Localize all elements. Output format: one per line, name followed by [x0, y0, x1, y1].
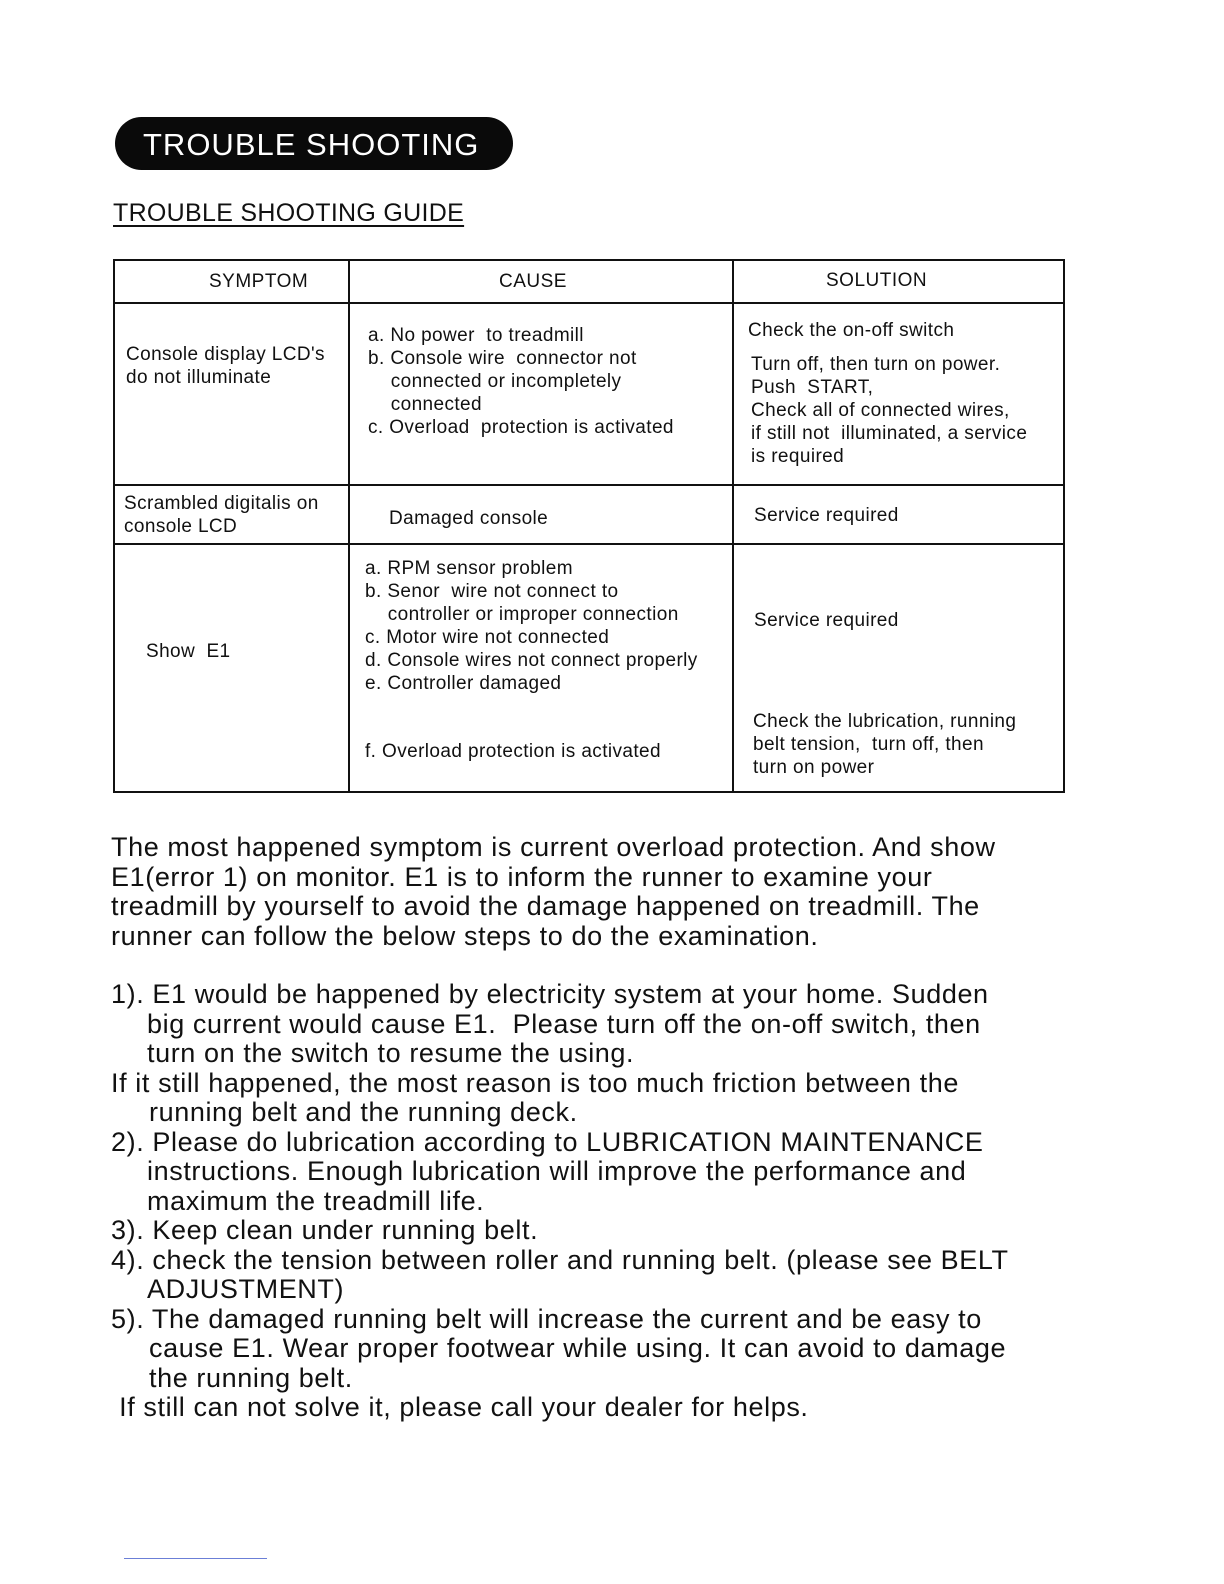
text-line: runner can follow the below steps to do the examination.: [111, 920, 819, 951]
row1-solution-2: Turn off, then turn on power. Push START, Check all of connected wires, if still not illuminated, a service is required: [751, 354, 1028, 467]
step-1-line: turn on the switch to resume the using.: [147, 1038, 635, 1068]
guide-title: TROUBLE SHOOTING GUIDE: [113, 199, 465, 227]
step-2-line: instructions. Enough lubrication will improve the performance and: [147, 1156, 967, 1186]
step-5-line: 5). The damaged running belt will increase the current and be easy to: [111, 1303, 982, 1334]
note-line: If it still happened, the most reason is too much friction between the: [111, 1067, 959, 1098]
column-divider: [732, 261, 734, 791]
intro-paragraph: [111, 833, 1091, 951]
step-4-line: ADJUSTMENT): [147, 1274, 345, 1304]
header-symptom: SYMPTOM: [209, 271, 309, 292]
footer-rule: [124, 1558, 267, 1559]
step-1-line: 1). E1 would be happened by electricity system at your home. Sudden: [111, 979, 989, 1009]
text-line: treadmill by yourself to avoid the damage happened on treadmill. The: [111, 891, 980, 921]
row3-solution-1: Service required: [754, 610, 899, 631]
row1-cause: a. No power to treadmill b. Console wire connector not connected or incompletely connected c. Overload protection is activated: [368, 325, 674, 438]
text-line: E1(error 1) on monitor. E1 is to inform the runner to examine your: [111, 861, 933, 892]
row3-solution-2: Check the lubrication, running belt tension, turn off, then turn on power: [753, 711, 1017, 778]
row3-cause-1: a. RPM sensor problem b. Senor wire not connect to controller or improper connection c. Motor wire not connected d. Console wires not connect properly e. Controller damaged: [365, 558, 698, 694]
step-3-line: 3). Keep clean under running belt.: [111, 1215, 539, 1245]
row1-symptom: Console display LCD's do not illuminate: [126, 344, 325, 388]
closing-line: If still can not solve it, please call your dealer for helps.: [111, 1392, 809, 1422]
row2-cause: Damaged console: [389, 508, 549, 529]
step-1-line: big current would cause E1. Please turn off the on-off switch, then: [147, 1008, 981, 1039]
steps-list: [111, 980, 1091, 1423]
text-line: The most happened symptom is current overload protection. And show: [111, 832, 996, 862]
row2-solution: Service required: [754, 505, 899, 526]
row2-symptom: Scrambled digitalis on console LCD: [124, 493, 319, 537]
troubleshooting-table: [113, 259, 1065, 793]
header-solution: SOLUTION: [826, 270, 928, 291]
note-line: running belt and the running deck.: [149, 1097, 578, 1127]
row1-solution-1: Check the on-off switch: [748, 320, 955, 341]
row-divider: [115, 484, 1063, 486]
step-2-line: 2). Please do lubrication according to LUBRICATION MAINTENANCE: [111, 1126, 984, 1157]
row3-symptom: Show E1: [146, 641, 231, 662]
column-divider: [348, 261, 350, 791]
step-5-line: the running belt.: [149, 1362, 353, 1393]
row-divider: [115, 543, 1063, 545]
row3-cause-2: f. Overload protection is activated: [365, 741, 661, 762]
header-cause: CAUSE: [499, 271, 567, 292]
step-5-line: cause E1. Wear proper footwear while using. It can avoid to damage: [149, 1333, 1007, 1363]
banner-title: TROUBLE SHOOTING: [143, 127, 480, 162]
section-banner: [115, 117, 513, 170]
step-2-line: maximum the treadmill life.: [147, 1185, 485, 1216]
step-4-line: 4). check the tension between roller and running belt. (please see BELT: [111, 1244, 1009, 1275]
row-divider: [115, 302, 1063, 304]
